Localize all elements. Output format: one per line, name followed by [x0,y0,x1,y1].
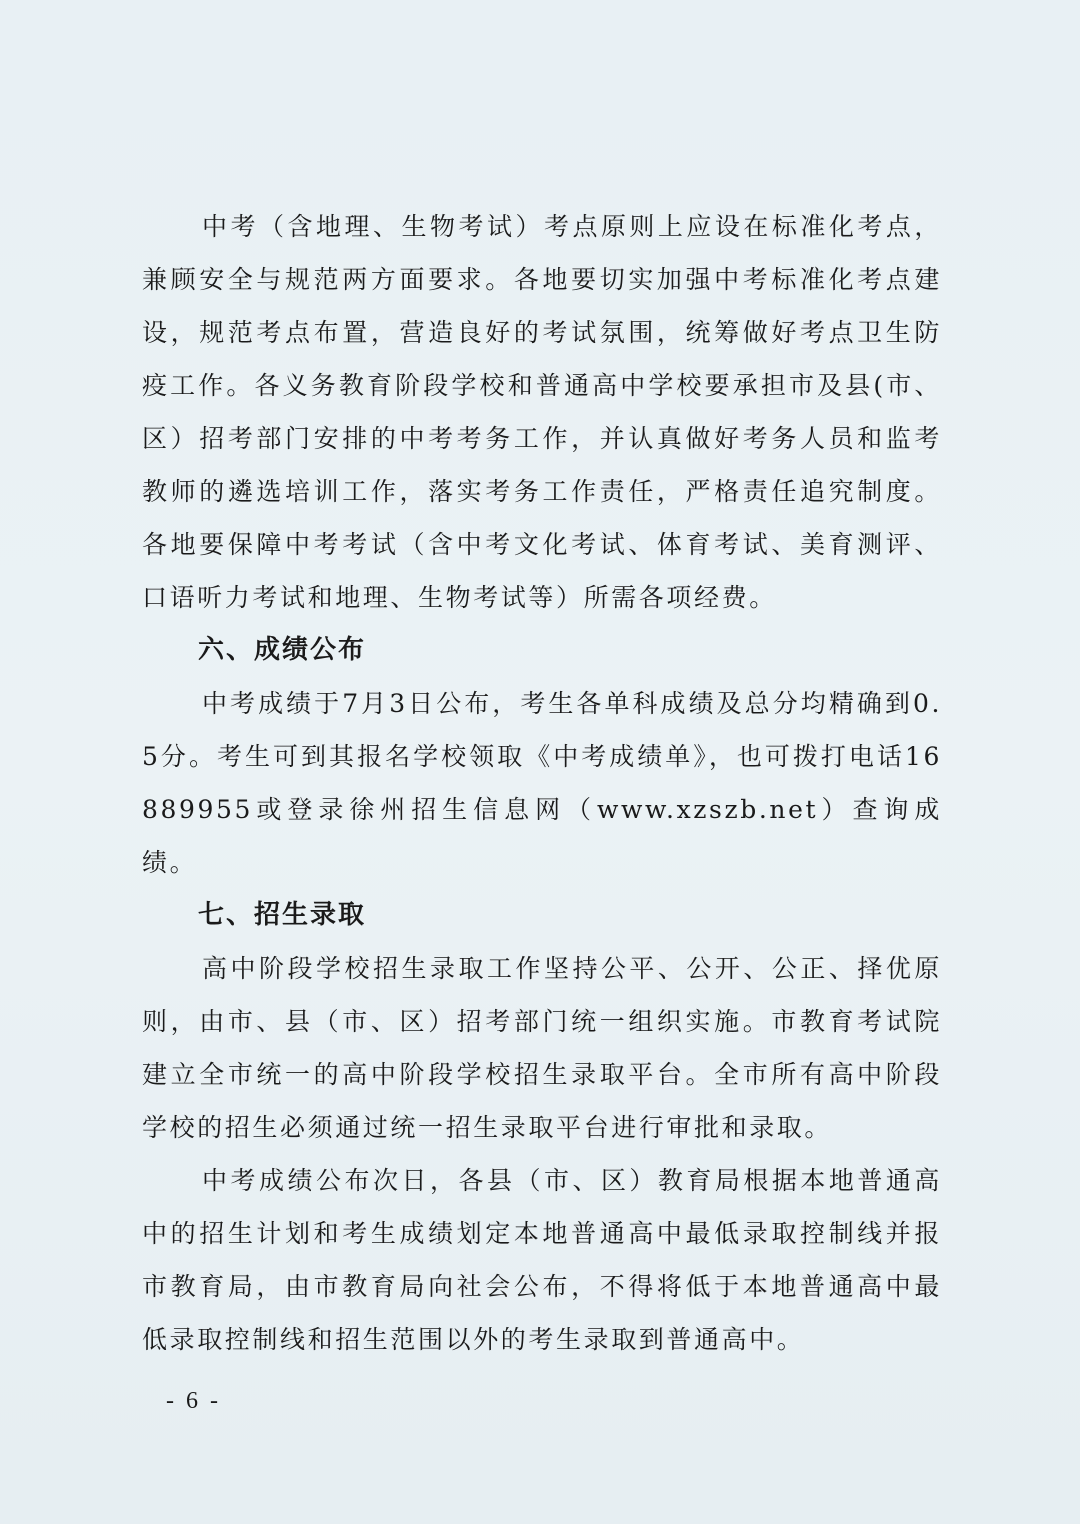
section-heading-admission: 七、招生录取 [198,900,367,930]
page-number: - 6 - [166,1388,221,1414]
paragraph-exam-sites: 中考（含地理、生物考试）考点原则上应设在标准化考点，兼顾安全与规范两方面要求。各地要切实加强中考标准化考点建设，规范考点布置，营造良好的考试氛围，统筹做好考点卫生防疫工作。各义务教育阶段学校和普通高中学校要承担市及县(市、区）招考部门安排的中考考务工作，并认真做好考务人员和监考教师的遴选培训工作，落实考务工作责任，严格责任追究制度。各地要保障中考考试（含中考文化考试、体育考试、美育测评、口语听力考试和地理、生物考试等）所需各项经费。 [142,212,942,612]
document-body [142,200,942,1366]
paragraph-score-release: 中考成绩于7月3日公布，考生各单科成绩及总分均精确到0.5分。考生可到其报名学校领取《中考成绩单》，也可拨打电话16889955或登录徐州招生信息网（www.xzszb.net）查询成绩。 [142,689,942,877]
section-heading-score-release: 六、成绩公布 [198,635,367,665]
paragraph-admission-principles: 高中阶段学校招生录取工作坚持公平、公开、公正、择优原则，由市、县（市、区）招考部门统一组织实施。市教育考试院建立全市统一的高中阶段学校招生录取平台。全市所有高中阶段学校的招生必须通过统一招生录取平台进行审批和录取。 [142,954,942,1142]
paragraph-admission-cutoff: 中考成绩公布次日，各县（市、区）教育局根据本地普通高中的招生计划和考生成绩划定本地普通高中最低录取控制线并报市教育局，由市教育局向社会公布，不得将低于本地普通高中最低录取控制线和招生范围以外的考生录取到普通高中。 [142,1166,942,1354]
